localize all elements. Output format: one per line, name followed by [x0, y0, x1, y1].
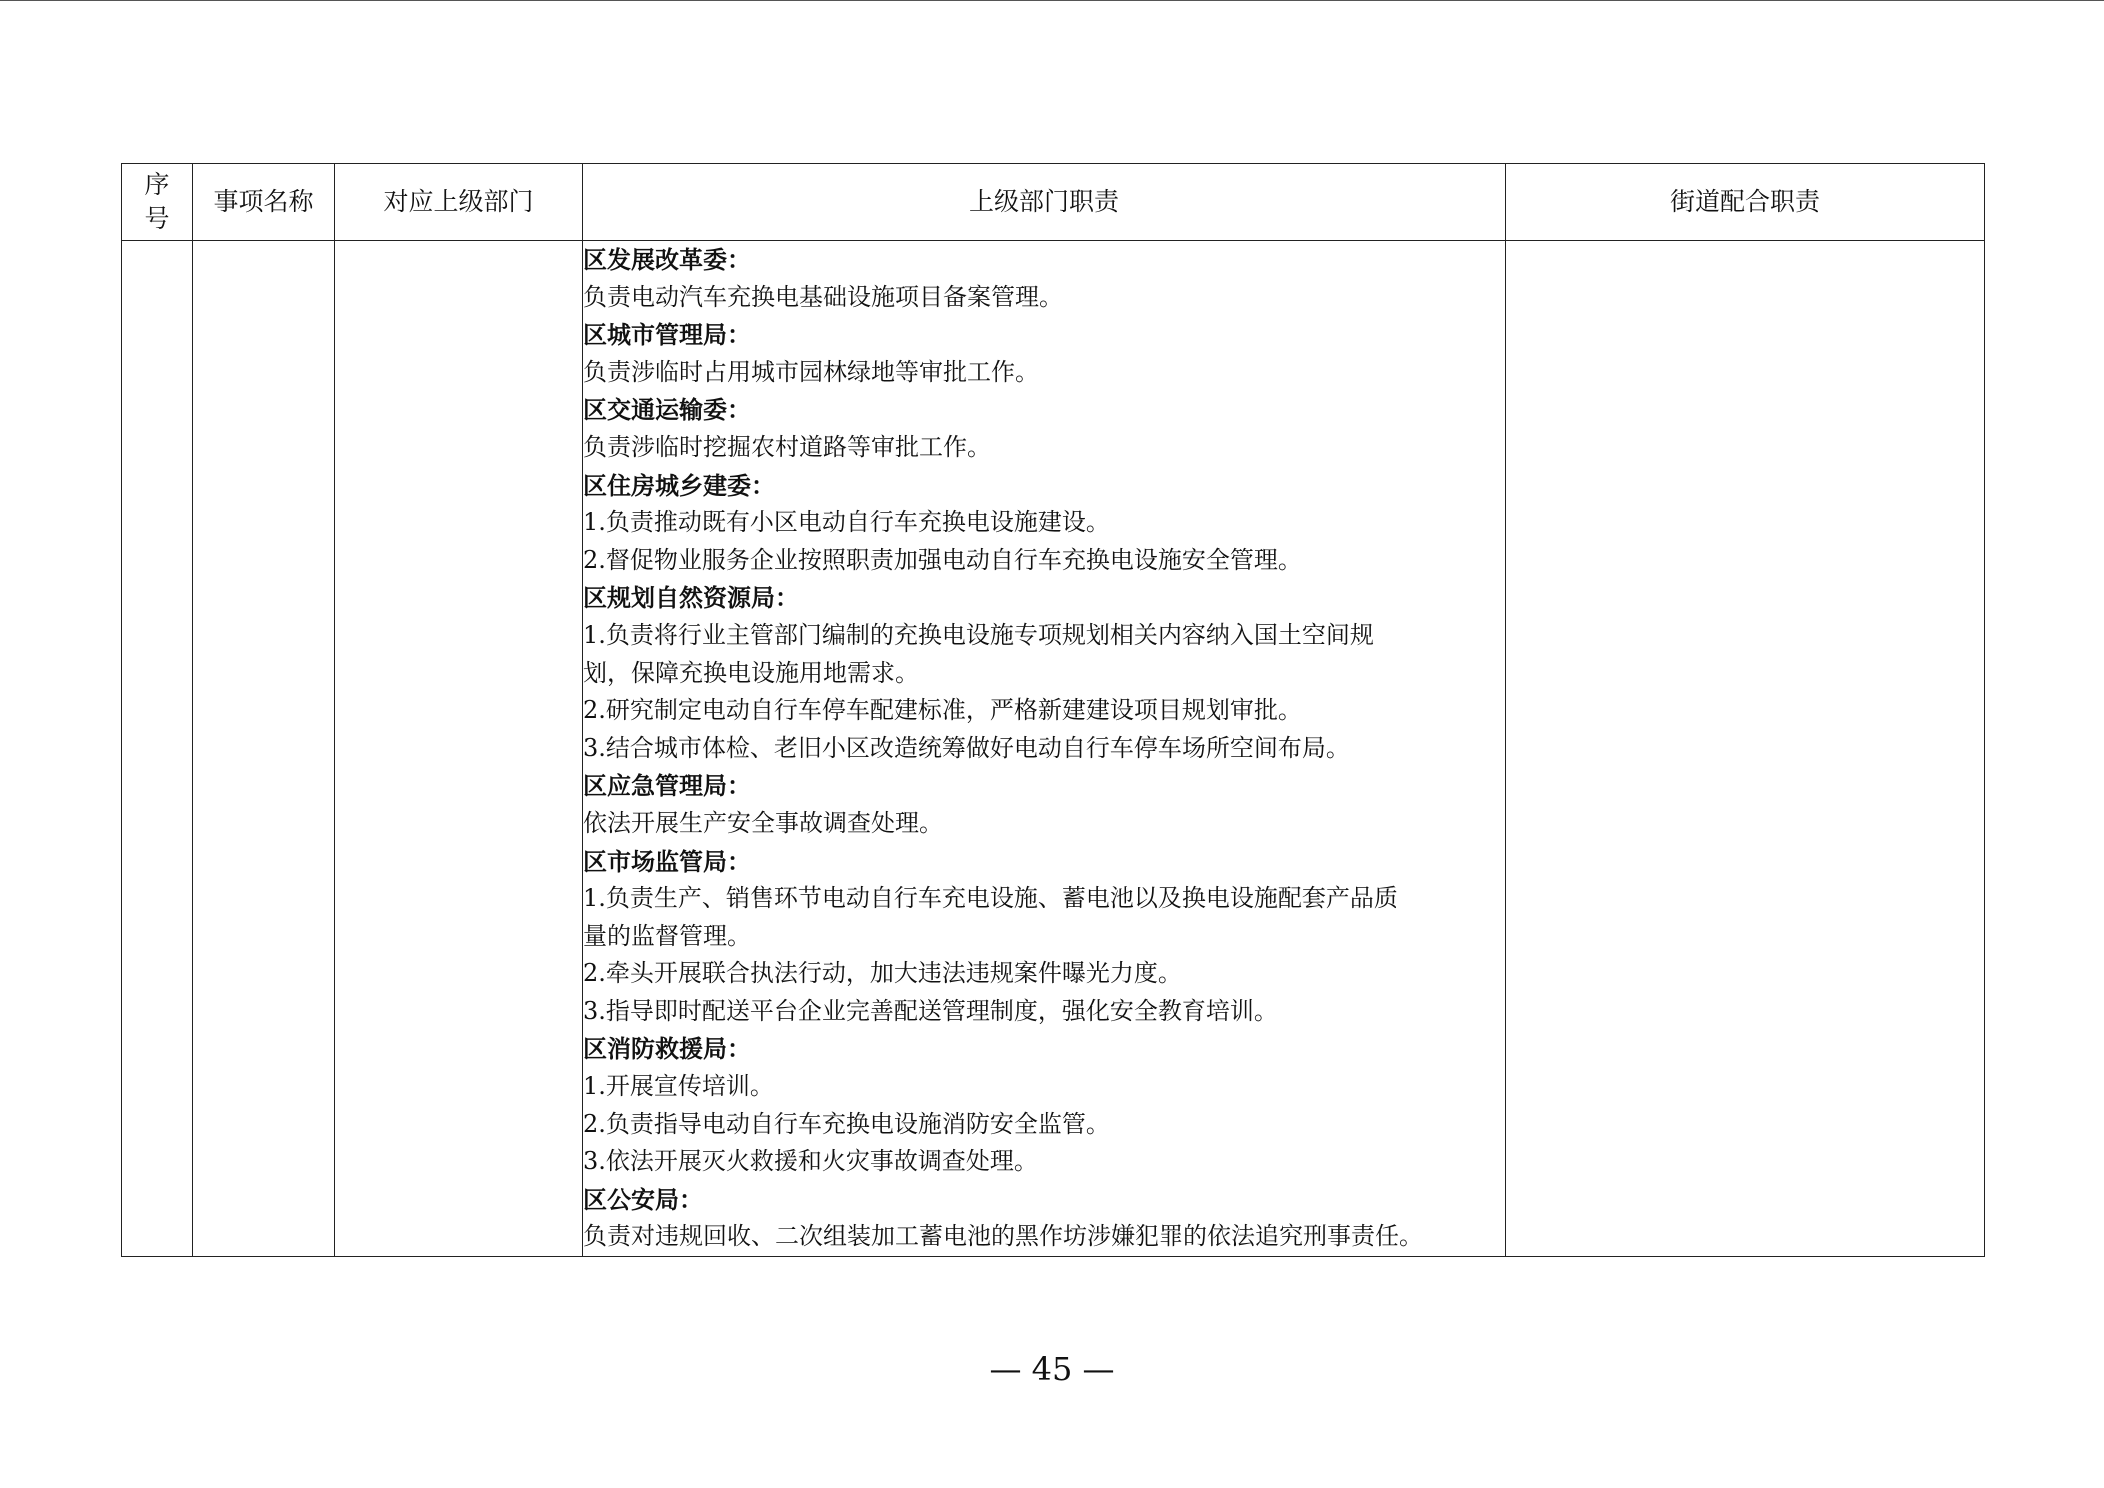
duty-line: 1.负责将行业主管部门编制的充换电设施专项规划相关内容纳入国土空间规 [583, 620, 1374, 649]
header-dept: 对应上级部门 [335, 164, 583, 241]
dept-heading: 区市场监管局： [583, 846, 751, 876]
dept-heading: 区交通运输委： [583, 395, 751, 425]
top-rule [0, 0, 2104, 1]
street-cell [1506, 241, 1985, 1257]
duty-line: 3.指导即时配送平台企业完善配送管理制度，强化安全教育培训。 [583, 996, 1278, 1025]
table-header-row [122, 164, 1985, 241]
duty-line: 2.督促物业服务企业按照职责加强电动自行车充换电设施安全管理。 [583, 545, 1302, 574]
duty-line: 1.负责推动既有小区电动自行车充换电设施建设。 [583, 508, 1110, 537]
table-row [122, 241, 1985, 1257]
duty-line: 负责对违规回收、二次组装加工蓄电池的黑作坊涉嫌犯罪的依法追究刑事责任。 [583, 1222, 1423, 1251]
dept-heading: 区消防救援局： [583, 1034, 751, 1064]
dept-heading: 区公安局： [583, 1184, 703, 1214]
page-number: — 45 — [989, 1350, 1115, 1388]
dept-cell [335, 241, 583, 1257]
duty-line: 负责涉临时占用城市园林绿地等审批工作。 [583, 357, 1039, 386]
duty-line: 划，保障充换电设施用地需求。 [583, 658, 919, 687]
duty-line: 1.负责生产、销售环节电动自行车充电设施、蓄电池以及换电设施配套产品质 [583, 884, 1398, 913]
header-seq-label: 序 号 [144, 170, 170, 233]
duty-line: 2.研究制定电动自行车停车配建标准，严格新建建设项目规划审批。 [583, 696, 1302, 725]
duty-line: 2.负责指导电动自行车充换电设施消防安全监管。 [583, 1109, 1110, 1138]
dept-heading: 区规划自然资源局： [583, 583, 799, 613]
header-duties: 上级部门职责 [583, 164, 1506, 241]
duty-line: 1.开展宣传培训。 [583, 1072, 774, 1101]
duty-table [121, 163, 1985, 1257]
dept-heading: 区城市管理局： [583, 320, 751, 350]
dept-heading: 区应急管理局： [583, 771, 751, 801]
duty-line: 负责电动汽车充换电基础设施项目备案管理。 [583, 282, 1063, 311]
header-item-name: 事项名称 [193, 164, 335, 241]
seq-cell [122, 241, 193, 1257]
item-name-cell [193, 241, 335, 1257]
dept-heading: 区发展改革委： [583, 245, 751, 274]
duty-line: 依法开展生产安全事故调查处理。 [583, 808, 943, 837]
duty-lines [583, 241, 1505, 1256]
duty-line: 负责涉临时挖掘农村道路等审批工作。 [583, 432, 991, 461]
dept-heading: 区住房城乡建委： [583, 470, 775, 500]
duty-line: 量的监督管理。 [583, 921, 751, 950]
duties-cell [583, 241, 1506, 1257]
duty-line: 3.结合城市体检、老旧小区改造统筹做好电动自行车停车场所空间布局。 [583, 733, 1350, 762]
header-seq [122, 164, 193, 241]
header-street: 街道配合职责 [1506, 164, 1985, 241]
duty-line: 2.牵头开展联合执法行动，加大违法违规案件曝光力度。 [583, 959, 1182, 988]
duty-line: 3.依法开展灭火救援和火灾事故调查处理。 [583, 1147, 1038, 1176]
